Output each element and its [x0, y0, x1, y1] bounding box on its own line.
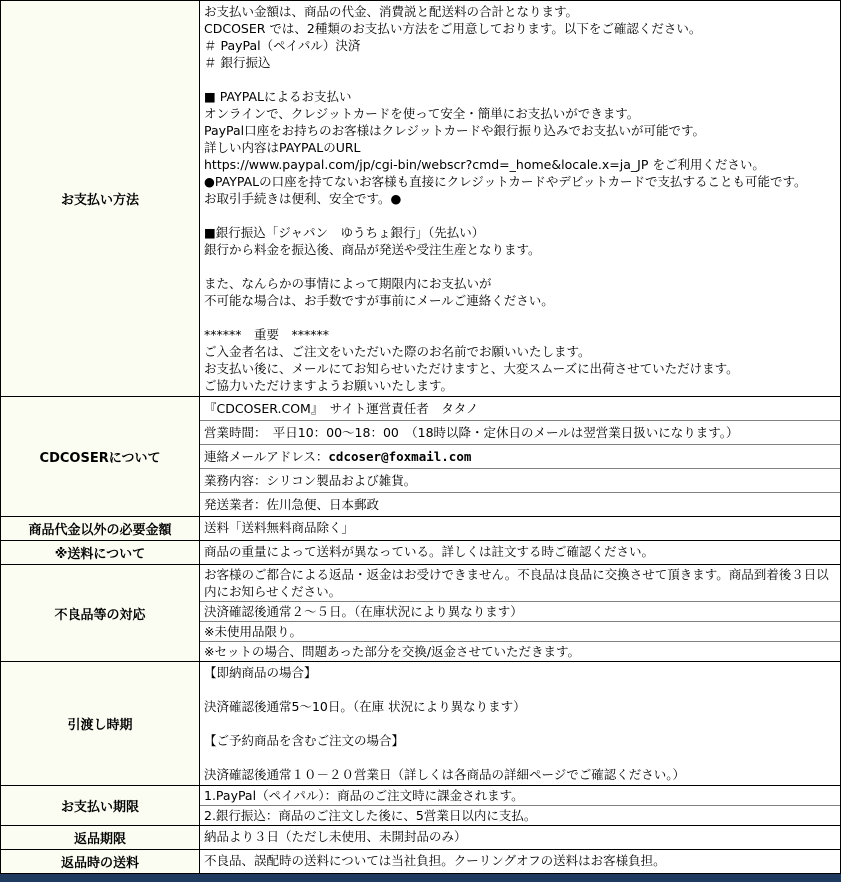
payment-method-content	[200, 1, 840, 396]
text-line: ご入金者名は、ご注文をいただいた際のお名前でお願いいたします。	[204, 344, 591, 359]
contact-email-label: 連絡メールアドレス：	[204, 449, 329, 464]
return-fee-content	[200, 850, 840, 873]
return-fee-label: 返品時の送料	[1, 850, 200, 873]
text-line: ＃ PayPal（ペイパル）決済	[204, 38, 361, 53]
text-line: 決済確認後通常１０－２０営業日（詳しくは各商品の詳細ページでご確認ください。）	[204, 767, 686, 782]
payment-deadline-row	[1, 786, 840, 826]
text-line: PayPal口座をお持ちのお客様はクレジットカードや銀行振り込みでお支払いが可能です。	[204, 123, 705, 138]
text-line: 【ご予約商品を含むご注文の場合】	[204, 733, 405, 748]
extra-fee-content	[200, 517, 840, 540]
text-line: お支払い後に、メールにてお知らせいただけますと、大変スムーズに出荷させていただけます。	[204, 361, 739, 376]
payment-method-row	[1, 1, 840, 397]
delivery-time-row	[1, 662, 840, 786]
text-line: 詳しい内容はPAYPALのURL	[204, 140, 361, 155]
text-line: 銀行から料金を振込後、商品が発送や受注生産となります。	[204, 242, 541, 257]
text-line: ■ PAYPALによるお支払い	[204, 89, 352, 104]
text-line: 不良品、誤配時の送料については当社負担。クーリングオフの送料はお客様負担。	[204, 853, 666, 868]
text-line: 送料「送料無料商品除く」	[204, 520, 355, 535]
shipping-note-label: ※送料について	[1, 541, 200, 564]
paypal-url-line: https://www.paypal.com/jp/cgi-bin/webscr?cmd=_home&locale.x=ja_JP をご利用ください。	[204, 157, 765, 172]
defective-goods-label: 不良品等の対応	[1, 565, 200, 661]
text-line: ****** 重要 ******	[204, 327, 330, 342]
text-line: 決済確認後通常２～５日。（在庫状況により異なります）	[200, 602, 840, 622]
delivery-time-label: 引渡し時期	[1, 662, 200, 785]
payment-method-label: お支払い方法	[1, 1, 200, 396]
defective-goods-content	[200, 565, 840, 661]
text-line: 商品の重量によって送料が異なっている。詳しくは註文する時ご確認ください。	[204, 544, 655, 559]
shipping-note-row	[1, 541, 840, 565]
delivery-time-content	[200, 662, 840, 785]
text-line: 2.銀行振込：商品のご注文した後に、5営業日以内に支払。	[204, 808, 537, 823]
payment-deadline-label: お支払い期限	[1, 786, 200, 825]
return-period-row	[1, 826, 840, 850]
blank-line	[204, 258, 836, 275]
text-line: また、なんらかの事情によって期限内にお支払いが	[204, 276, 492, 291]
site-manager-row: 『CDCOSER.COM』 サイト運営責任者 タタノ	[200, 397, 840, 421]
defective-goods-row	[1, 565, 840, 662]
business-content-row: 業務内容：シリコン製品および雑貨。	[200, 469, 840, 493]
blank-line	[204, 681, 836, 698]
about-content	[200, 397, 840, 516]
bottom-dark-bar	[0, 874, 841, 882]
shipping-carrier-row: 発送業者：佐川急便、日本郵政	[204, 497, 380, 512]
text-line: 納品より３日（ただし未使用、未開封品のみ）	[204, 829, 467, 844]
text-line: ※未使用品限り。	[200, 622, 840, 642]
payment-deadline-content	[200, 786, 840, 825]
text-line: 【即納商品の場合】	[204, 665, 317, 680]
text-line: ●PAYPALの口座を持てないお客様も直接にクレジットカードやデビットカードで支払することも可能です。	[204, 174, 807, 189]
text-line: お支払い金額は、商品の代金、消費説と配送料の合計となります。	[204, 4, 579, 19]
text-line: お客様のご都合による返品・返金はお受けできません。不良品は良品に交換させて頂きます。商品到着後３日以内にお知らせください。	[200, 565, 840, 602]
text-line: 決済確認後通常5～10日。（在庫 状況により異なります）	[204, 699, 526, 714]
blank-line	[204, 71, 836, 88]
text-line: ■銀行振込「ジャパン ゆうちょ銀行」（先払い）	[204, 225, 485, 240]
text-line: オンラインで、クレジットカードを使って安全・簡単にお支払いができます。	[204, 106, 640, 121]
text-line: ご協力いただけますようお願いいたします。	[204, 378, 454, 393]
return-fee-row	[1, 850, 840, 874]
blank-line	[204, 207, 836, 224]
text-line: お取引手続きは便利、安全です。●	[204, 191, 402, 206]
text-line: 1.PayPal（ペイパル）：商品のご注文時に課金されます。	[200, 786, 840, 806]
business-hours-row: 営業時間： 平日10：00～18：00 （18時以降・定休日のメールは翌営業日扱いになります。）	[200, 421, 840, 445]
extra-fee-label: 商品代金以外の必要金額	[1, 517, 200, 540]
text-line: 不可能な場合は、お手数ですが事前にメールご連絡ください。	[204, 293, 554, 308]
blank-line	[204, 715, 836, 732]
about-row	[1, 397, 840, 517]
text-line: CDCOSER では、2種類のお支払い方法をご用意しております。以下をご確認ください。	[204, 21, 702, 36]
blank-line	[204, 309, 836, 326]
about-label: CDCOSERについて	[1, 397, 200, 516]
blank-line	[204, 749, 836, 766]
extra-fee-row	[1, 517, 840, 541]
text-line: ＃ 銀行振込	[204, 55, 271, 70]
contact-email-row	[200, 445, 840, 469]
contact-email-value: cdcoser@foxmail.com	[328, 449, 472, 464]
return-period-content	[200, 826, 840, 849]
return-period-label: 返品期限	[1, 826, 200, 849]
shipping-note-content	[200, 541, 840, 564]
text-line: ※セットの場合、問題あった部分を交換/返金させていただきます。	[204, 644, 581, 659]
